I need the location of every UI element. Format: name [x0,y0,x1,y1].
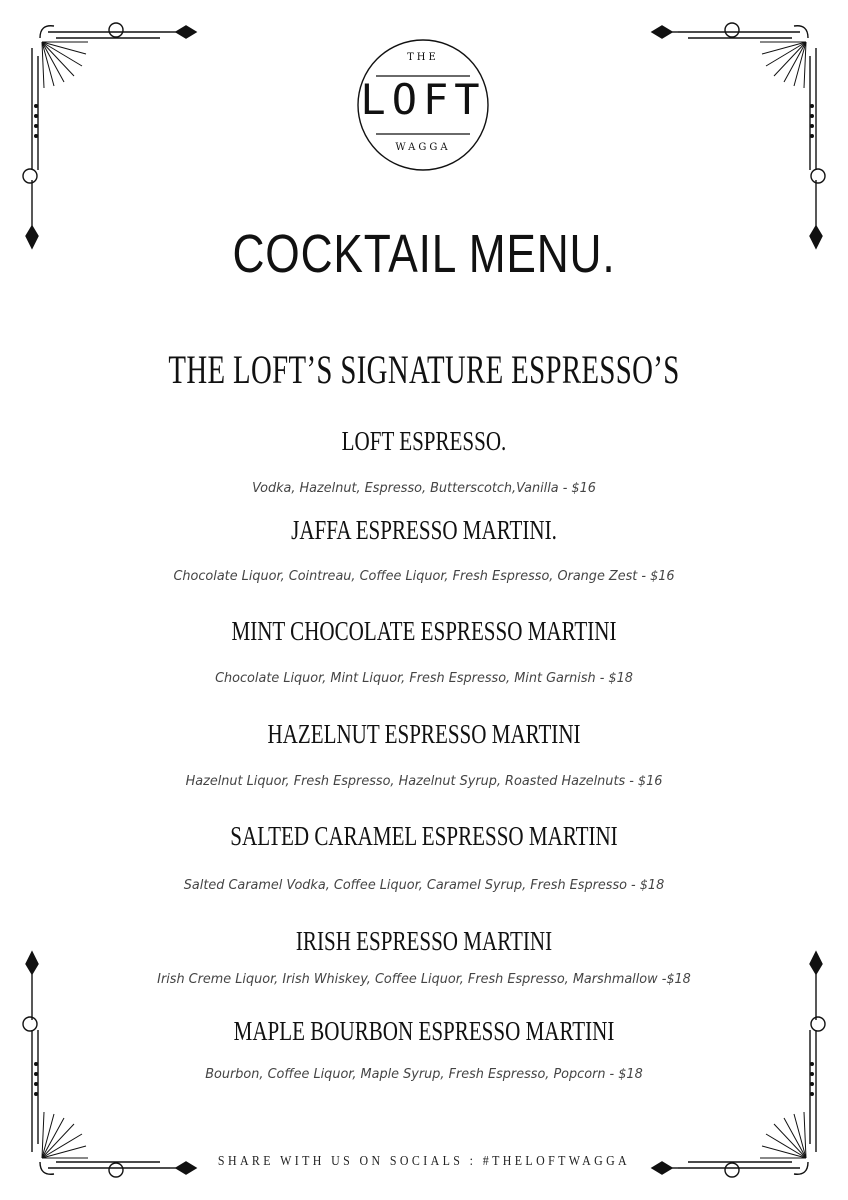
logo-wagga: WAGGA [395,142,451,153]
item-description: Bourbon, Coffee Liquor, Maple Syrup, Fresh Espresso, Popcorn - $18 [205,1066,643,1082]
item-description: Chocolate Liquor, Cointreau, Coffee Liquor, Fresh Espresso, Orange Zest - $16 [173,568,675,584]
item-name: MAPLE BOURBON ESPRESSO MARTINI [233,1016,615,1046]
item-name: HAZELNUT ESPRESSO MARTINI [267,719,581,749]
item-name: IRISH ESPRESSO MARTINI [295,926,553,956]
item-description: Salted Caramel Vodka, Coffee Liquor, Caramel Syrup, Fresh Espresso - $18 [183,877,665,893]
page-title: COCKTAIL MENU. [232,224,616,284]
logo-the: THE [407,52,439,63]
item-description: Chocolate Liquor, Mint Liquor, Fresh Espresso, Mint Garnish - $18 [215,670,633,686]
logo-loft: LOFT [360,75,486,124]
section-title: THE LOFT’S SIGNATURE ESPRESSO’S [168,347,680,392]
footer-socials: SHARE WITH US ON SOCIALS : #THELOFTWAGGA [217,1154,631,1169]
item-name: SALTED CARAMEL ESPRESSO MARTINI [230,821,618,851]
item-description: Vodka, Hazelnut, Espresso, Butterscotch,Vanilla - $16 [252,480,596,496]
logo [356,38,490,172]
item-description: Hazelnut Liquor, Fresh Espresso, Hazelnut Syrup, Roasted Hazelnuts - $16 [185,773,663,789]
item-name: LOFT ESPRESSO. [341,426,507,456]
item-description: Irish Creme Liquor, Irish Whiskey, Coffee Liquor, Fresh Espresso, Marshmallow -$18 [157,971,691,987]
item-name: MINT CHOCOLATE ESPRESSO MARTINI [231,616,617,646]
item-name: JAFFA ESPRESSO MARTINI. [291,515,557,545]
